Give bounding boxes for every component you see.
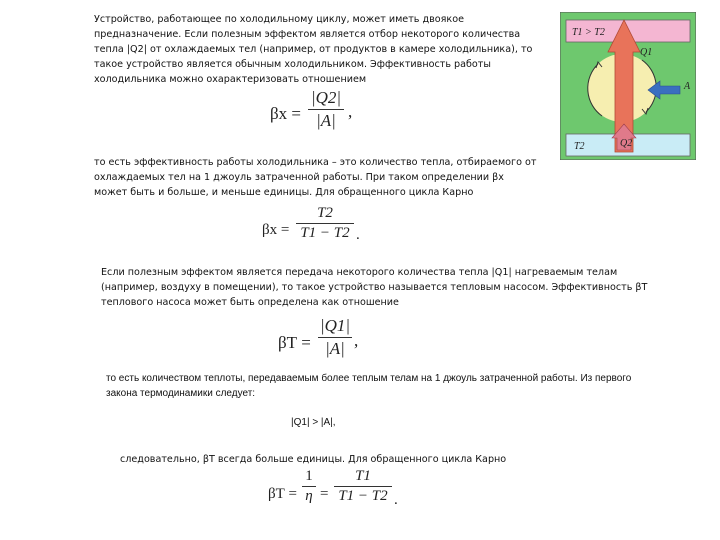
paragraph-heat-pump-meaning: то есть количеством теплоты, передаваемым более теплым телам на 1 джоуль затраченной работы. Из первого закона термодинамики следует: [106, 373, 632, 399]
formula-equals: = [320, 486, 329, 502]
formula-denominator: |A| [325, 339, 345, 358]
formula-carnot-refrigerator [262, 205, 372, 253]
formula-numerator: |Q1| [319, 316, 351, 335]
paragraph-heat-pump-intro: Если полезным эффектом является передача некоторого количества тепла |Q1| нагреваемым телам (например, воздуху в помещении), то такое устройство называется тепловым насосом. Эффективность βТ теплового насоса может быть определена как отношение [101, 267, 648, 308]
formula-fraction [296, 205, 354, 242]
formula-numerator: T2 [317, 205, 333, 221]
refrigerator-cycle-diagram [560, 12, 696, 160]
formula-tail: . [394, 492, 398, 508]
formula-denominator: η [305, 488, 313, 504]
formula-first-law-inequality: |Q1| > |A|, [291, 417, 336, 428]
formula-denominator: T1 − T2 [338, 488, 388, 504]
formula-carnot-heat-pump [268, 468, 418, 522]
formula-lhs: βТ = [278, 333, 311, 352]
formula-fraction-one [302, 468, 316, 505]
label-q1: Q1 [640, 47, 653, 58]
label-temperature-relation: T1 > T2 [572, 27, 605, 38]
paragraph-refrigerator-meaning: то есть эффективность работы холодильника – это количество тепла, отбираемого от охлаждаемых тел на 1 джоуль затраченной работы. При таком определении βх может быть и больше, и меньше единицы. Для обращенного цикла Карно [94, 157, 537, 198]
formula-numerator: |Q2| [310, 88, 342, 107]
formula-heat-pump-efficiency [278, 316, 388, 366]
formula-tail: , [354, 331, 359, 350]
formula-fraction-two [334, 468, 392, 505]
label-t2: T2 [574, 141, 585, 152]
formula-tail: . [356, 227, 360, 243]
formula-lhs: βТ = [268, 486, 298, 502]
formula-denominator: |A| [316, 111, 336, 130]
formula-fraction [318, 316, 352, 359]
formula-refrigerator-efficiency [270, 88, 380, 138]
formula-denominator: T1 − T2 [300, 225, 350, 241]
formula-lhs: βх = [270, 104, 301, 123]
formula-numerator: T1 [355, 468, 371, 484]
label-work: A [684, 81, 691, 92]
label-q2: Q2 [620, 138, 633, 149]
paragraph-heat-pump-conclusion: следовательно, βТ всегда больше единицы. Для обращенного цикла Карно [120, 454, 507, 465]
formula-numerator: 1 [305, 468, 313, 484]
formula-fraction [308, 88, 344, 131]
formula-lhs: βх = [262, 222, 290, 238]
formula-tail: , [348, 102, 353, 121]
paragraph-refrigerator-intro: Устройство, работающее по холодильному циклу, может иметь двоякое предназначение. Если полезным эффектом является отбор некоторого количества тепла |Q2| от охлаждаемых тел (например, от продуктов в камере холодильника), то такое устройство является обычным холодильником. Эффективность работы холодильника можно охарактеризовать отношением [94, 14, 533, 85]
